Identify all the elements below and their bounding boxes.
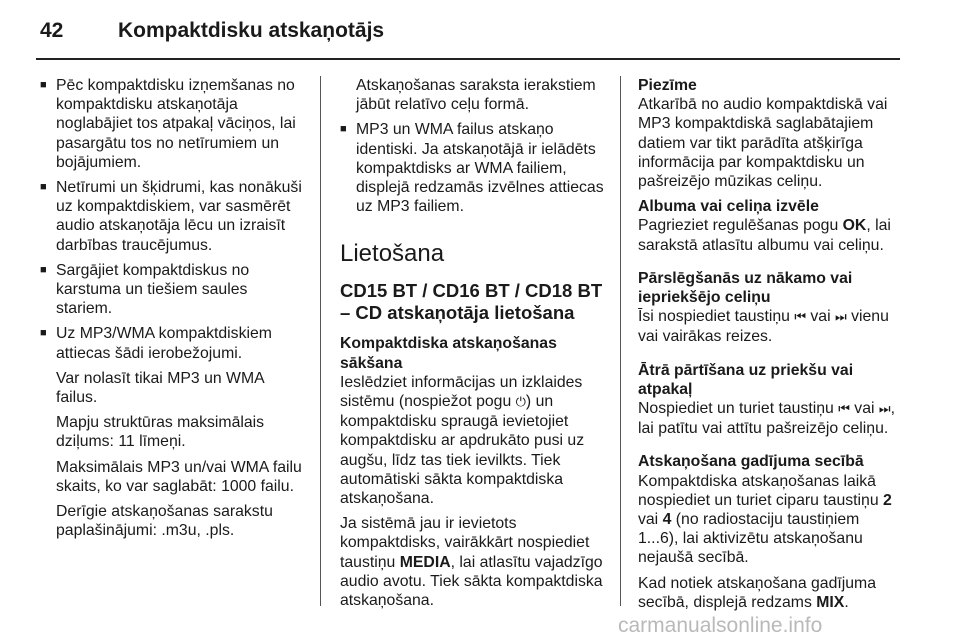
section-heading: Lietošana — [340, 240, 445, 268]
ok-key-label: OK — [842, 217, 867, 235]
page-number: 42 — [40, 19, 64, 42]
bullet-item: ■ Sargājiet kompaktdiskus no karstuma un tiešiem saules stariem. — [40, 261, 302, 319]
column-divider — [320, 76, 321, 606]
bullet-item: ■ MP3 un WMA failus atskaņo identiski. Ja atskaņotājā ir ielādēts kompaktdisks ar WMA failiem, displejā redzamās izvēlnes attiecas uz MP3 failiem. — [340, 120, 604, 216]
sub-item: Var nolasīt tikai MP3 un WMA failus. — [56, 369, 264, 407]
bullet-item: ■ Pēc kompaktdisku izņemšanas no kompaktdisku atskaņotāja noglabājiet tos atpakaļ vāciņos, lai pasargātu tos no netīrumiem un bojājumiem. — [40, 76, 302, 172]
previous-track-icon: ⏮ — [794, 310, 804, 326]
bullet-item: ■ Uz MP3/WMA kompaktdiskiem attiecas šādi ierobežojumi. — [40, 324, 302, 362]
column-divider — [620, 76, 621, 606]
sub-item: Mapju struktūras maksimālais dziļums: 11 līmeņi. — [56, 414, 265, 451]
mix-indicator-label: MIX — [816, 593, 845, 611]
bullet-item: ■ Netīrumi un šķidrumi, kas nonākuši uz kompaktdiskiem, var sasmērēt audio atskaņotāja lēcu un izraisīt darbības traucējumus. — [40, 178, 302, 255]
power-icon: ⏻ — [515, 395, 523, 411]
topic-heading: Ātrā pārtīšana uz priekšu vai atpakaļ — [638, 361, 854, 398]
next-track-icon: ⏭ — [835, 310, 844, 326]
column-right — [638, 76, 900, 618]
paragraph: Pagrieziet regulēšanas pogu OK, lai sarakstā atlasītu albumu vai celiņu. — [638, 217, 891, 254]
column-left — [40, 76, 302, 546]
continued-item: Atskaņošanas saraksta ierakstiem jābūt relatīvo ceļu formā. — [356, 77, 596, 114]
column-middle — [340, 76, 604, 616]
next-track-icon: ⏭ — [878, 402, 888, 418]
paragraph: Nospiediet un turiet taustiņu ⏮ vai ⏭ , lai patītu vai attītu pašreizējo celiņu. — [638, 400, 895, 438]
subsection-heading: CD15 BT / CD16 BT / CD18 BT – CD atskaņotāja lietošana — [340, 280, 603, 324]
paragraph: Kad notiek atskaņošana gadījuma secībā, displejā redzams MIX. — [638, 574, 876, 611]
note-title: Piezīme — [638, 77, 697, 94]
header-rule — [36, 58, 900, 60]
watermark: carmanualsonline.info — [618, 614, 823, 637]
page-title: Kompaktdisku atskaņotājs — [118, 19, 385, 42]
note-text: Atkarībā no audio kompaktdiskā vai MP3 kompaktdiskā saglabātajiem datiem var tikt parādīta atšķirīga informācija par kompaktdisku un pašreizējo mūzikas celiņu. — [638, 96, 888, 191]
paragraph: Ieslēdziet informācijas un izklaides sistēmu (nospiežot pogu ⏻ ) un kompaktdisku spraugā ievietojiet kompaktdisku ar apdrukāto pusi uz augšu, līdz tas tiek ievilkts. Tiek automātiski sākta kompaktdiska atskaņošana. — [340, 373, 585, 508]
topic-heading: Albuma vai celiņa izvēle — [638, 198, 819, 216]
paragraph: Īsi nospiediet taustiņu ⏮ vai ⏭ vienu vai vairākas reizes. — [638, 308, 889, 346]
sub-item: Maksimālais MP3 un/vai WMA failu skaits, ko var saglabāt: 1000 failu. — [56, 458, 302, 495]
paragraph: Kompaktdiska atskaņošanas laikā nospiediet un turiet ciparu taustiņu 2 vai 4 (no radiostaciju taustiņiem 1...6), lai aktivizētu atskaņošanu nejaušā secībā. — [638, 472, 892, 567]
topic-heading: Pārslēgšanās uz nākamo vai iepriekšējo celiņu — [638, 269, 853, 307]
page-header — [0, 0, 960, 64]
topic-heading: Kompaktdiska atskaņošanas sākšana — [340, 335, 557, 372]
topic-heading: Atskaņošana gadījuma secībā — [638, 453, 864, 471]
previous-track-icon: ⏮ — [838, 402, 847, 418]
paragraph: Ja sistēmā jau ir ievietots kompaktdisks, vairākkārt nospiediet taustiņu MEDIA, lai atlasītu vajadzīgo audio avotu. Tiek sākta kompaktdiska atskaņošana. — [340, 515, 603, 610]
media-key-label: MEDIA — [399, 553, 451, 571]
sub-item: Derīgie atskaņošanas sarakstu paplašinājumi: .m3u, .pls. — [56, 503, 273, 540]
